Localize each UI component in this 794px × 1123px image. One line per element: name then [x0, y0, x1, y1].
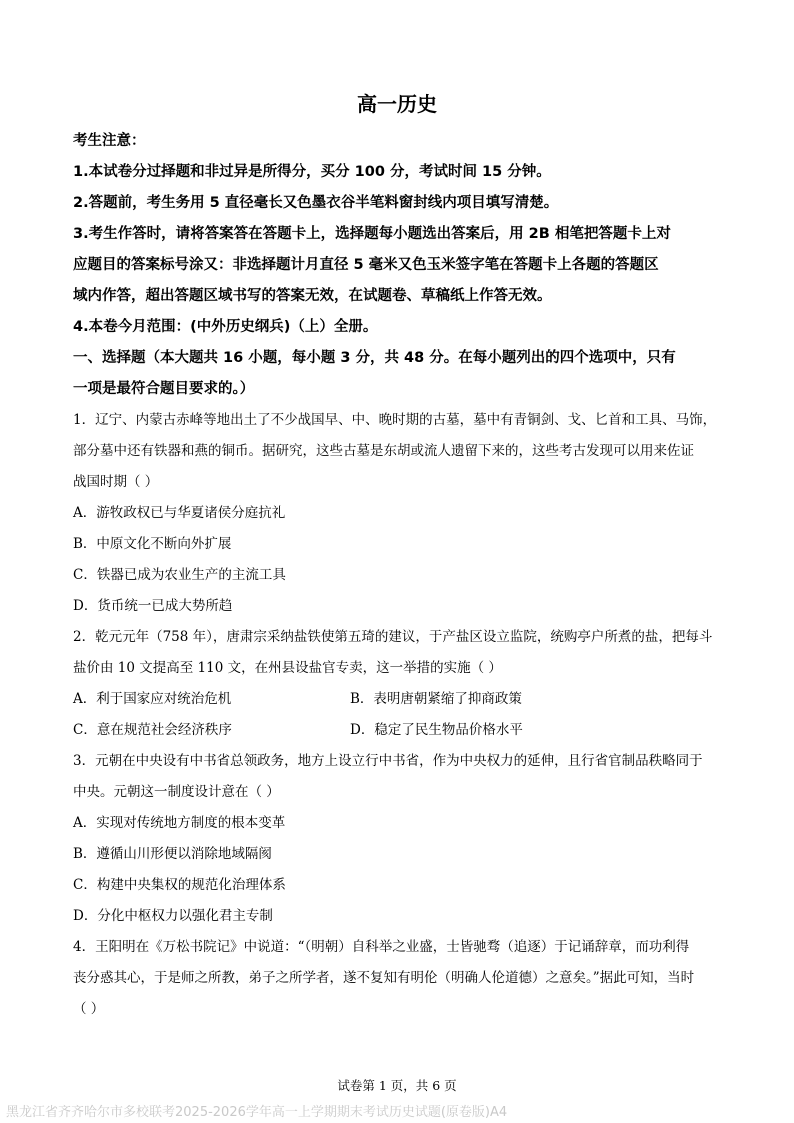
question-stem: 2．乾元元年（758 年），唐肃宗采纳盐铁使第五琦的建议，于产盐区设立监院，统购亭户所煮的盐，把每斗 [73, 629, 713, 645]
option-d: D．稳定了民生物品价格水平 [350, 722, 523, 738]
question-1 [73, 405, 723, 622]
option-c: C．构建中央集权的规范化治理体系 [73, 877, 286, 893]
question-stem: 3．元朝在中央设有中书省总领政务，地方上设立行中书省，作为中央权力的延伸，且行省官制品秩略同于 [73, 753, 703, 769]
option-b: B．中原文化不断向外扩展 [73, 536, 232, 552]
question-stem: 战国时期（ ） [73, 474, 159, 490]
option-b: B．遵循山川形便以消除地域隔阂 [73, 846, 272, 862]
question-stem: （ ） [73, 1001, 105, 1017]
option-row [73, 684, 723, 715]
section-heading: 一、选择题（本大题共 16 小题，每小题 3 分，共 48 分。在每小题列出的四个选项中，只有 [73, 350, 676, 366]
notice-line: 3.考生作答时，请将答案答在答题卡上，选择题每小题选出答案后，用 2B 相笔把答题卡上对 [73, 226, 671, 242]
notice-block [73, 126, 723, 405]
notice-line: 1.本试卷分过择题和非过异是所得分，买分 100 分，考试时间 15 分钟。 [73, 164, 551, 180]
question-4 [73, 932, 723, 1025]
notice-line: 应题目的答案标号涂又：非选择题计月直径 5 毫米又色玉米签字笔在答题卡上各题的答题区 [73, 257, 659, 273]
option-row [73, 715, 723, 746]
section-heading-cont: 一项是最符合题目要求的。） [73, 381, 255, 397]
question-stem: 1．辽宁、内蒙古赤峰等地出土了不少战国早、中、晚时期的古墓，墓中有青铜剑、戈、匕首和工具、马饰， [73, 412, 717, 428]
notice-line: 4.本卷今月范围：(中外历史纲兵)（上）全册。 [73, 319, 378, 335]
question-2 [73, 622, 723, 746]
notice-heading: 考生注意： [73, 133, 146, 149]
option-a: A．游牧政权已与华夏诸侯分庭抗礼 [73, 505, 286, 521]
question-stem: 中央。元朝这一制度设计意在（ ） [73, 784, 280, 800]
watermark: 黑龙江省齐齐哈尔市多校联考2025-2026学年高一上学期期末考试历史试题(原卷版)A4 [6, 1105, 508, 1120]
option-d: D．货币统一已成大势所趋 [73, 598, 233, 614]
question-stem: 4．王阳明在《万松书院记》中说道：“（明朝）自科举之业盛，士皆驰骛（追逐）于记诵辞章，而功利得 [73, 939, 690, 955]
question-stem: 盐价由 10 文提高至 110 文，在州县设盐官专卖，这一举措的实施（ ） [73, 660, 502, 676]
option-a: A．利于国家应对统治危机 [73, 691, 232, 707]
page-footer: 试卷第 1 页，共 6 页 [337, 1078, 457, 1093]
option-c: C．铁器已成为农业生产的主流工具 [73, 567, 286, 583]
option-d: D．分化中枢权力以强化君主专制 [73, 908, 273, 924]
option-b: B．表明唐朝紧缩了抑商政策 [350, 691, 522, 707]
question-stem: 部分墓中还有铁器和燕的铜币。据研究，这些古墓是东胡或流人遗留下来的，这些考古发现可以用来佐证 [73, 443, 694, 459]
notice-line: 域内作答，超出答题区域书写的答案无效，在试题卷、草稿纸上作答无效。 [73, 288, 552, 304]
notice-line: 2.答题前，考生务用 5 直径毫长又色墨衣谷半笔料窗封线内项目填写清楚。 [73, 195, 559, 211]
question-3 [73, 746, 723, 932]
option-c: C．意在规范社会经济秩序 [73, 722, 232, 738]
question-stem: 丧分惑其心，于是师之所教，弟子之所学者，遂不复知有明伦（明确人伦道德）之意矣。”据此可知，当时 [73, 970, 695, 986]
page-title: 高一历史 [357, 92, 437, 116]
option-a: A．实现对传统地方制度的根本变革 [73, 815, 286, 831]
